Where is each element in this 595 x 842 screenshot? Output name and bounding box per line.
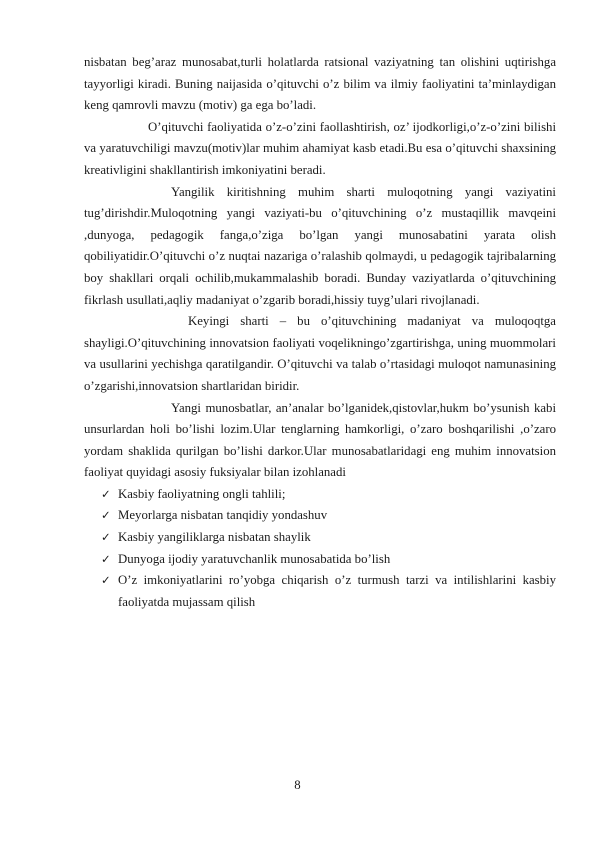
paragraph-4: Keyingi sharti – bu o’qituvchining madaniyat va muloqoqtga shayligi.O’qituvchining innovatsion faoliyati voqelikningo’zgartirishga, uning muommolari va usullarini yechishga qaratilgandir. O’qituvchi va talab o’rtasidagi muloqot namunasining o’zgarishi,innovatsion shartlaridan biridir. (84, 314, 556, 393)
page-body (84, 52, 556, 613)
checkmark-icon: ✓ (101, 508, 111, 523)
checklist-item-text: Dunyoga ijodiy yaratuvchanlik munosabatida bo’lish (118, 551, 391, 566)
checklist-item-text: Kasbiy yangiliklarga nisbatan shaylik (118, 530, 311, 545)
paragraph-5: Yangi munosbatlar, an’analar bo’lganidek,qistovlar,hukm bo’ysunish kabi unsurlardan holi bo’lishi lozim.Ular tenglarning hamkorligi, o’zaro boshqarilishi ,o’zaro yordam shaklida qurilgan bo’lishi darkor.Ular munosabatlaridagi eng muhim innovatsion faoliyat quyidagi asosiy fuksiyalar bilan izohlanadi (84, 400, 556, 480)
checklist-item (84, 570, 556, 613)
checklist-item-text: Meyorlarga nisbatan tanqidiy yondashuv (118, 508, 328, 523)
checklist-item-text: Kasbiy faoliyatning ongli tahlili; (118, 486, 286, 501)
paragraph-2: O’qituvchi faoliyatida o’z-o’zini faollashtirish, oz’ ijodkorligi,o’z-o’zini bilishi va yaratuvchiligi mavzu(motiv)lar muhim ahamiyat kasb etadi.Bu esa o’qituvchi shaxsining kreativligini shakllantirish imkoniyatini beradi. (84, 119, 556, 177)
function-checklist (84, 484, 556, 614)
paragraph-3: Yangilik kiritishning muhim sharti muloqotning yangi vaziyatini tug’dirishdir.Muloqotning yangi vaziyati-bu o’qituvchining o’z mustaqillik mavqeini ,dunyoga, pedagogik fanga,o’ziga bo’lgan yangi munosabatini yarata olish qobiliyatidir.O’qituvchi o’z nuqtai nazariga o’ralashib qolmaydi, u pedagogik tajribalarning boy shakllari orqali ochilib,mukammalashib boradi. Bunday vaziyatlarda o’qituvchining fikrlash usullati,aqliy madaniyat o’zgarib boradi,hissiy tuyg’ulari rivojlanadi. (84, 184, 556, 307)
checklist-item (84, 505, 556, 527)
checkmark-icon: ✓ (101, 551, 111, 566)
checkmark-icon: ✓ (101, 573, 111, 588)
checklist-item (84, 549, 556, 571)
checklist-item (84, 527, 556, 549)
page-number: 8 (294, 778, 301, 792)
checklist-item (84, 484, 556, 506)
checkmark-icon: ✓ (101, 486, 111, 501)
checklist-item-text: O’z imkoniyatlarini ro’yobga chiqarish o’z turmush tarzi va intilishlarini kasbiy faoliyatda mujassam qilish (118, 573, 556, 609)
paragraph-1: nisbatan beg’araz munosabat,turli holatlarda ratsional vaziyatning tan olishini uqtirishga tayyorligi kiradi. Buning naijasida o’qituvchi o’z bilim va ilmiy faoliyatini ta’minlaydigan keng qamrovli mavzu (motiv) ga ega bo’ladi. (84, 55, 556, 113)
checkmark-icon: ✓ (101, 530, 111, 545)
